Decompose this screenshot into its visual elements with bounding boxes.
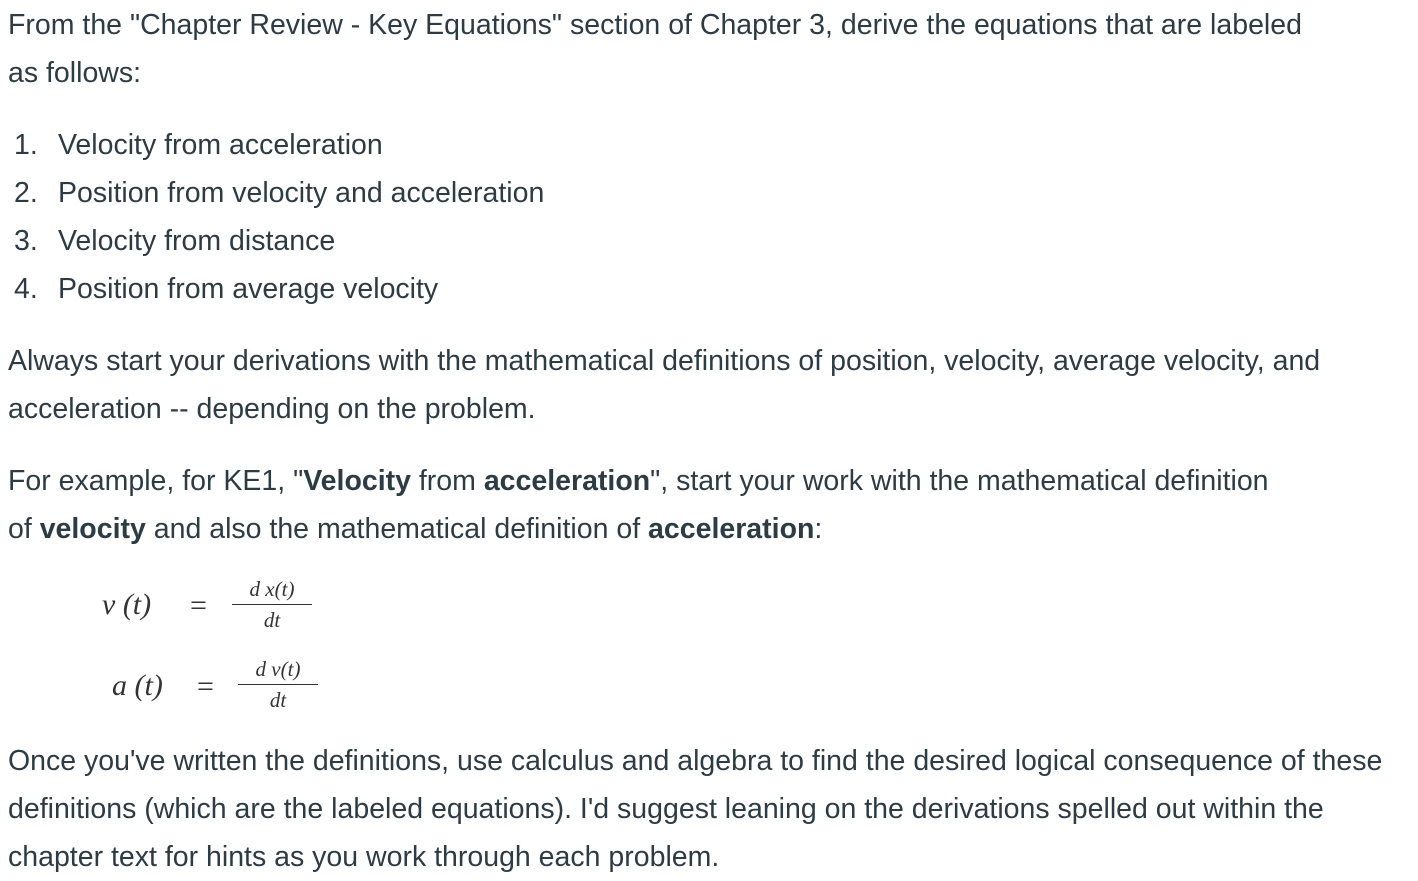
instructions-paragraph: Always start your derivations with the mathematical definitions of position, velocity, average velocity, and acceleration -- depending on the problem. <box>8 345 1321 425</box>
list-item <box>8 169 544 217</box>
example-text: of <box>8 513 40 545</box>
equation-lhs: a (t) <box>112 669 163 702</box>
fraction-denominator: dt <box>263 608 281 632</box>
example-bold: velocity <box>39 513 146 545</box>
list-number: 4. <box>14 273 38 305</box>
example-text: ", start your work with the mathematical definition <box>650 465 1269 497</box>
fraction <box>232 578 312 631</box>
example-bold: Velocity <box>303 465 411 497</box>
example-bold: acceleration <box>483 465 651 497</box>
example-text: For example, for KE1, " <box>8 465 304 497</box>
fraction <box>238 658 318 711</box>
fraction-denominator: dt <box>269 688 287 712</box>
equals-sign: = <box>197 670 214 703</box>
list-item-label: Position from average velocity <box>58 273 439 305</box>
example-bold: acceleration <box>648 513 815 545</box>
fraction-numerator: d v(t) <box>255 657 301 681</box>
list-item-label: Velocity from acceleration <box>58 129 383 161</box>
fraction-numerator: d x(t) <box>249 577 295 601</box>
intro-paragraph: From the "Chapter Review - Key Equations" section of Chapter 3, derive the equations that are labeled as follows: <box>8 9 1302 89</box>
closing-paragraph: Once you've written the definitions, use calculus and algebra to find the desired logical consequence of these definitions (which are the labeled equations). I'd suggest leaning on the derivations spelled out within the chapter text for hints as you work through each problem. <box>8 745 1383 873</box>
equals-sign: = <box>190 589 207 622</box>
example-text: : <box>814 513 823 545</box>
list-item <box>8 121 544 169</box>
example-paragraph <box>8 457 1269 553</box>
equation-list <box>8 121 544 313</box>
list-number: 3. <box>14 225 38 257</box>
list-item-label: Velocity from distance <box>58 225 336 257</box>
example-text: and also the mathematical definition of <box>145 513 649 545</box>
list-item <box>8 265 544 313</box>
list-item-label: Position from velocity and acceleration <box>58 177 545 209</box>
list-number: 2. <box>14 177 38 209</box>
equation-lhs: v (t) <box>102 588 152 621</box>
example-text: from <box>410 465 484 497</box>
list-item <box>8 217 544 265</box>
list-number: 1. <box>14 129 38 161</box>
